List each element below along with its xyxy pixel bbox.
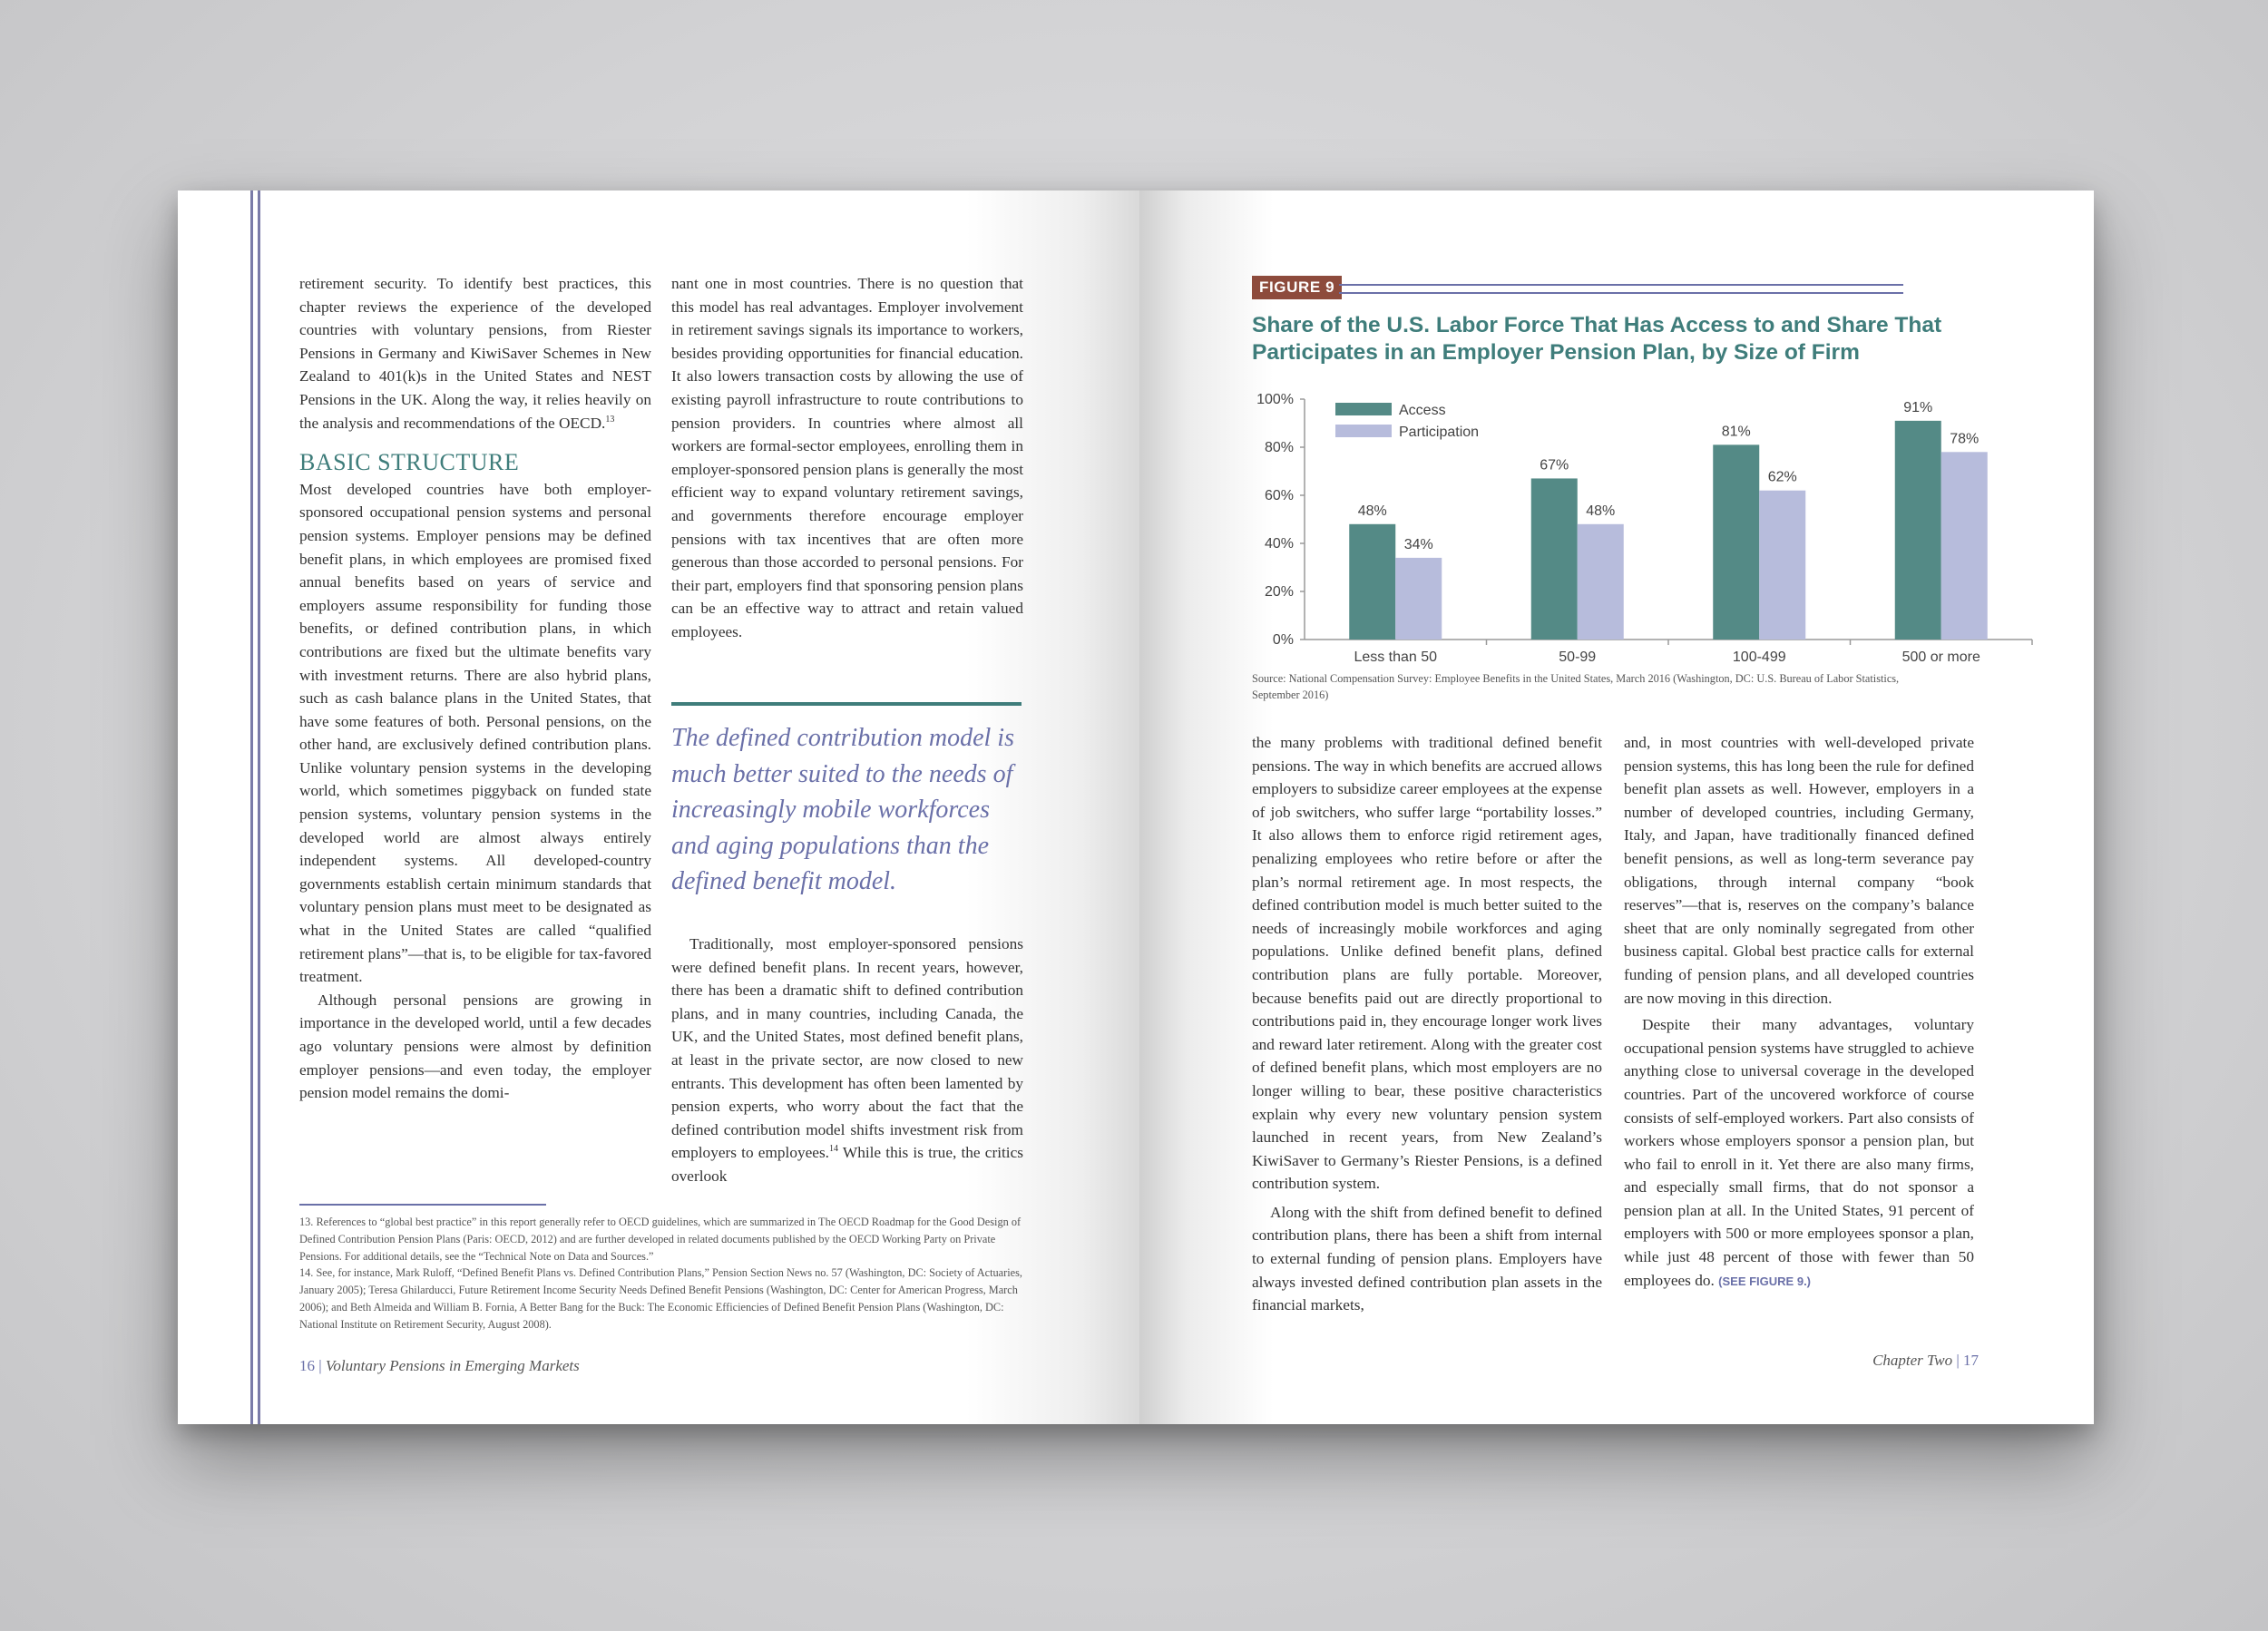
- bar-access: [1713, 444, 1759, 640]
- pull-quote-rule: [671, 702, 1022, 706]
- data-label: 34%: [1403, 536, 1433, 552]
- page-edge-rule-outer: [250, 190, 253, 1424]
- data-label: 62%: [1767, 469, 1797, 485]
- see-figure-link[interactable]: (SEE FIGURE 9.): [1718, 1274, 1812, 1288]
- footnotes: [299, 1214, 1025, 1333]
- right-column-2: [1624, 731, 1974, 1293]
- legend-swatch-access: [1335, 403, 1392, 415]
- footnote-14: 14. See, for instance, Mark Ruloff, “Defined Benefit Plans vs. Defined Contribution Plans,” Pension Section News no. 57 (Washington, DC: Society of Actuaries, January 2005); Teresa Ghilarducci, Future Retirement Income Security Needs Defined Benefit Pensions (Washington, DC: Center for American Progress, March 2006); and Beth Almeida and William B. Fornia, A Better Bang for the Buck: The Economic Efficiencies of Defined Benefit Pension Plans (Washington, DC: National Institute on Retirement Security, August 2008).: [299, 1266, 1022, 1331]
- left-folio: [299, 1357, 580, 1375]
- data-label: 81%: [1721, 424, 1751, 440]
- left-page: [178, 190, 1139, 1424]
- page-number: 17: [1963, 1352, 1979, 1369]
- footnote-13: 13. References to “global best practice” in this report generally refer to OECD guidelines, which are summarized in The OECD Roadmap for the Good Design of Defined Contribution Pension Plans (Paris: OECD, 2012) and are further developed in related documents published by the OECD Working Party on Private Pensions. For additional details, see the “Technical Note on Data and Sources.”: [299, 1216, 1022, 1263]
- y-tick-label: 100%: [1256, 392, 1294, 407]
- y-tick-label: 20%: [1264, 584, 1294, 600]
- section-heading: BASIC STRUCTURE: [299, 449, 520, 476]
- legend-swatch-participation: [1335, 425, 1392, 437]
- left-column-1: [299, 272, 651, 1105]
- bar-participation: [1578, 524, 1624, 640]
- y-tick-label: 80%: [1264, 440, 1294, 455]
- legend-label: Access: [1399, 403, 1446, 418]
- left-column-2: [671, 272, 1023, 644]
- figure-label: FIGURE 9: [1252, 276, 1342, 299]
- bar-participation: [1395, 558, 1442, 640]
- footnote-ref-14[interactable]: 14: [829, 1144, 839, 1155]
- intro-paragraph: retirement security. To identify best practices, this chapter reviews the experience of the developed countries with voluntary pensions, from Riester Pensions in Germany and KiwiSaver Schemes in New Zealand to 401(k)s in the United States and NEST Pensions in the UK. Along the way, it relies heavily on the analysis and recommendations of the OECD.$^{13}$: [299, 275, 651, 432]
- paragraph: Although personal pensions are growing in importance in the developed world, until a few decades ago voluntary pensions were almost by definition employer pensions—and even today, the employer pension model remains the domi-: [299, 991, 651, 1102]
- paragraph: Despite their many advantages, voluntary occupational pension systems have struggled to achieve anything close to universal coverage in the developed countries. Part of the uncovered workforce of course consists of self-employed workers. Part also consists of workers whose employers sponsor a pension plan, but who fail to enroll in it. Yet there are also many firms, and especially small firms, that do not sponsor a pension plan at all. In the United States, 91 percent of employers with 500 or more employees sponsor a plan, while just 48 percent of those with fewer than 50 employees do. (SEE FIGURE 9.): [1624, 1016, 1974, 1289]
- figure-label-rule: [1339, 284, 1903, 294]
- paragraph: and, in most countries with well-developed private pension systems, this has long been the rule for defined benefit plan assets as well. However, employers in a number of developed countries, including Germany, Italy, and Japan, have traditionally financed defined benefit pensions, as well as long-term severance pay obligations, through internal company “book reserves”—that is, reserves on the company’s balance sheet that are only nominally segregated from other business capital. Global best practice calls for external funding of pension plans, and all developed countries are now moving in this direction.: [1624, 734, 1974, 1007]
- bar-access: [1349, 524, 1395, 640]
- page-number: 16: [299, 1357, 315, 1374]
- paragraph: Most developed countries have both employer-sponsored occupational pension systems and personal pension systems. Employer pensions may be defined benefit plans, in which employees are promised fixed annual benefits based on years of service and employers assume responsibility for funding those benefits, or defined contribution plans, in which contributions are fixed but the ultimate benefits vary with investment returns. There are also hybrid plans, such as cash balance plans in the United States, that have some features of both. Personal pensions, on the other hand, are exclusively defined contribution plans. Unlike voluntary pension systems in the developing world, which sometimes piggyback on funded state pension systems, voluntary pension systems in the developed world are almost always entirely independent systems. All developed-country governments establish certain minimum standards that voluntary pension plans must meet to be designated as what in the United States are called “qualified retirement plans”—that is, to be eligible for tax-favored treatment.: [299, 480, 651, 986]
- y-tick-label: 0%: [1272, 632, 1294, 648]
- bar-chart: [1243, 372, 2041, 662]
- page-edge-rule-inner: [258, 190, 260, 1424]
- bar-access: [1895, 421, 1941, 640]
- data-label: 78%: [1950, 431, 1980, 447]
- data-label: 67%: [1540, 457, 1569, 474]
- running-title: Chapter Two: [1872, 1352, 1953, 1369]
- x-tick-label: Less than 50: [1354, 649, 1438, 662]
- right-column-1: [1252, 731, 1602, 1317]
- data-label: 91%: [1903, 399, 1933, 415]
- right-folio: [1861, 1352, 1979, 1370]
- paragraph: Traditionally, most employer-sponsored pensions were defined benefit plans. In recent years, however, there has been a dramatic shift to defined contribution plans, and in many countries, including Canada, the UK, and the United States, most defined benefit plans, at least in the private sector, are now closed to new entrants. This development has often been lamented by pension experts, who worry about the fact that the defined contribution model shifts investment risk from employers to employees.$^{14}$ While this is true, the critics overlook: [671, 935, 1024, 1185]
- x-tick-label: 500 or more: [1901, 649, 1980, 662]
- y-tick-label: 60%: [1264, 488, 1294, 503]
- x-tick-label: 50-99: [1559, 649, 1597, 662]
- x-tick-label: 100-499: [1732, 649, 1786, 662]
- figure-source: Source: National Compensation Survey: Employee Benefits in the United States, March 2016 (Washington, DC: U.S. Bureau of Labor Statistics, September 2016): [1252, 672, 1900, 701]
- right-page: [1139, 190, 2094, 1424]
- paragraph: nant one in most countries. There is no question that this model has real advantages. Employer involvement in retirement savings signals its importance to workers, besides providing opportunities for financial education. It also lowers transaction costs by allowing the use of existing payroll infrastructure to route contributions to pension providers. In countries where almost all workers are formal-sector employees, enrolling them in employer-sponsored pension plans is generally the most efficient way to expand voluntary retirement savings, and governments therefore encourage employer pensions with tax incentives that are often more generous than those accorded to personal pensions. For their part, employers find that sponsoring pension plans can be an effective way to attract and retain valued employees.: [671, 275, 1023, 640]
- folio-separator: |: [1956, 1352, 1960, 1369]
- paragraph: the many problems with traditional defined benefit pensions. The way in which benefits are accrued allows employers to subsidize career employees at the expense of job switchers, who suffer large “portability losses.” It also allows them to enforce rigid retirement ages, penalizing employees who retire before or after the plan’s normal retirement age. In most respects, the defined contribution model is much better suited to the needs of increasingly mobile workforces and aging populations. Unlike defined benefit plans, defined contribution plans are fully portable. Moreover, because benefits paid out are directly proportional to contributions paid in, they encourage longer work lives and reward later retirement. Along with the greater cost of defined benefit plans, which most employers are no longer willing to bear, these positive characteristics explain why every new voluntary pension system launched in recent years, from New Zealand’s KiwiSaver to Germany’s Riester Pensions, is a defined contribution system.: [1252, 734, 1602, 1193]
- folio-separator: |: [318, 1357, 322, 1374]
- footnote-rule: [299, 1204, 546, 1206]
- bar-access: [1531, 478, 1578, 640]
- running-title: Voluntary Pensions in Emerging Markets: [325, 1357, 580, 1374]
- pull-quote: The defined contribution model is much better suited to the needs of increasingly mobile workforces and aging populations than the defined benefit model.: [671, 724, 1014, 895]
- legend-label: Participation: [1399, 425, 1480, 440]
- bar-participation: [1941, 452, 1988, 640]
- data-label: 48%: [1586, 503, 1616, 519]
- y-tick-label: 40%: [1264, 536, 1294, 552]
- figure-title: Share of the U.S. Labor Force That Has Access to and Share That Participates in an Employer Pension Plan, by Size of Firm: [1252, 313, 1942, 365]
- left-column-2-lower: [671, 933, 1023, 1188]
- paragraph: Along with the shift from defined benefit to defined contribution plans, there has been a shift from internal to external funding of pension plans. Employers have always invested defined contribution plan assets in the financial markets,: [1252, 1203, 1602, 1314]
- data-label: 48%: [1357, 503, 1387, 519]
- footnote-ref-13[interactable]: 13: [605, 414, 615, 425]
- bar-participation: [1759, 491, 1805, 640]
